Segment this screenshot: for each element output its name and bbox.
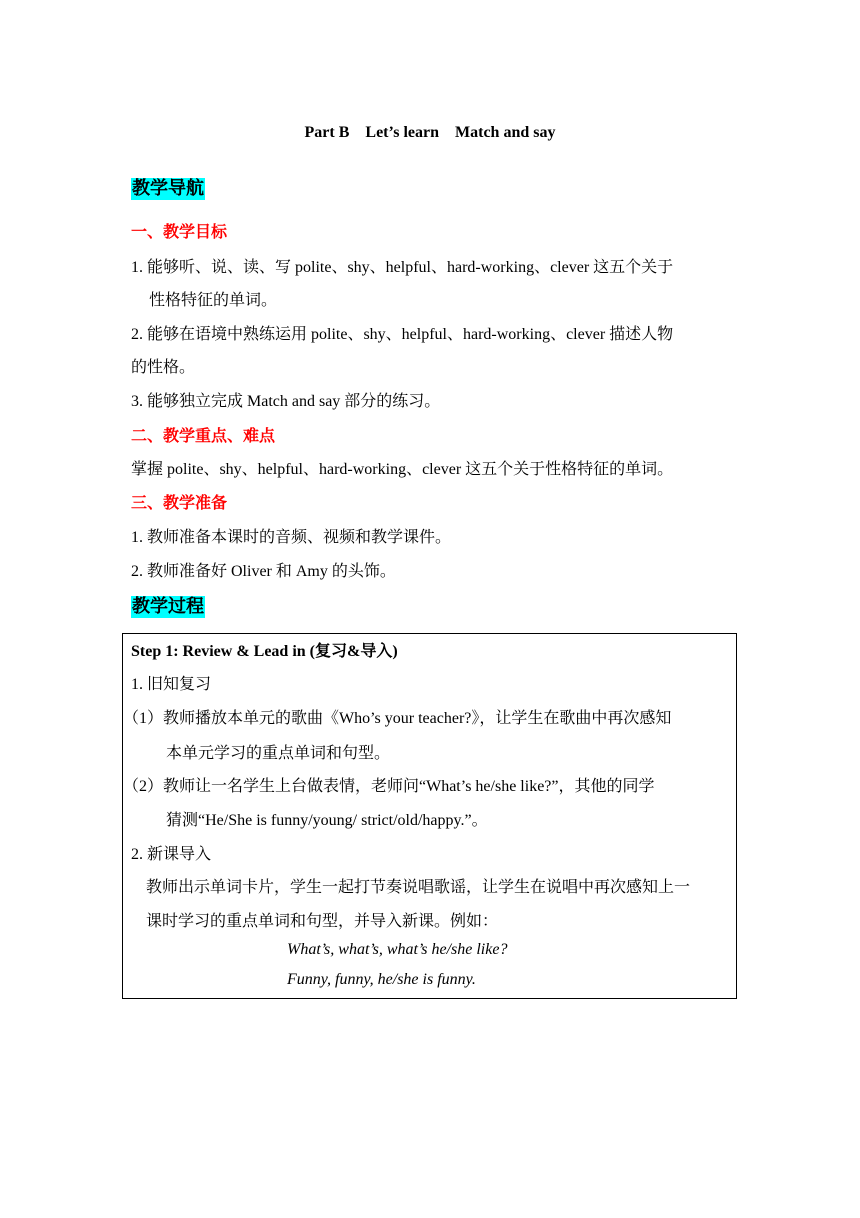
chant-line-2: Funny, funny, he/she is funny. (287, 971, 476, 988)
section-heading-process: 教学过程 (132, 596, 204, 617)
preparation-item-2: 2. 教师准备好 Oliver 和 Amy 的头饰。 (131, 563, 396, 580)
step-1-p2-line-1: （2）教师让一名学生上台做表情，老师问“What’s he/she like?”，其他的同学 (123, 778, 655, 795)
step-1-p1-line-1: （1）教师播放本单元的歌曲《Who’s your teacher?》，让学生在歌曲中再次感知 (123, 710, 672, 727)
step-1-part-1-title: 1. 旧知复习 (131, 676, 212, 693)
goal-item-1-line-2: 性格特征的单词。 (149, 292, 278, 309)
subheading-goals: 一、教学目标 (131, 222, 228, 241)
subheading-preparation: 三、教学准备 (131, 493, 228, 512)
step-1-p3-line-1: 教师出示单词卡片，学生一起打节奏说唱歌谣，让学生在说唱中再次感知上一 (146, 879, 691, 896)
chant-line-1: What’s, what’s, what’s he/she like? (287, 941, 508, 958)
step-1-title: Step 1: Review & Lead in (复习&导入) (131, 643, 398, 660)
step-1-p3-line-2: 课时学习的重点单词和句型，并导入新课。例如： (146, 913, 499, 930)
preparation-item-1: 1. 教师准备本课时的音频、视频和教学课件。 (131, 529, 452, 546)
step-1-p1-line-2: 本单元学习的重点单词和句型。 (166, 745, 391, 762)
page-title: Part B Let’s learn Match and say (304, 124, 556, 141)
subheading-key-points: 二、教学重点、难点 (131, 426, 276, 445)
key-points-text: 掌握 polite、shy、helpful、hard-working、clever 这五个关于性格特征的单词。 (131, 461, 674, 478)
goal-item-2-line-1: 2. 能够在语境中熟练运用 polite、shy、helpful、hard-working、clever 描述人物 (131, 326, 674, 343)
goal-item-2-line-2: 的性格。 (131, 359, 196, 376)
step-1-part-2-title: 2. 新课导入 (131, 846, 212, 863)
goal-item-3: 3. 能够独立完成 Match and say 部分的练习。 (131, 393, 441, 410)
section-heading-navigation: 教学导航 (132, 178, 204, 199)
goal-item-1-line-1: 1. 能够听、说、读、写 polite、shy、helpful、hard-working、clever 这五个关于 (131, 259, 674, 276)
step-1-p2-line-2: 猜测“He/She is funny/young/ strict/old/happy.”。 (166, 812, 488, 829)
